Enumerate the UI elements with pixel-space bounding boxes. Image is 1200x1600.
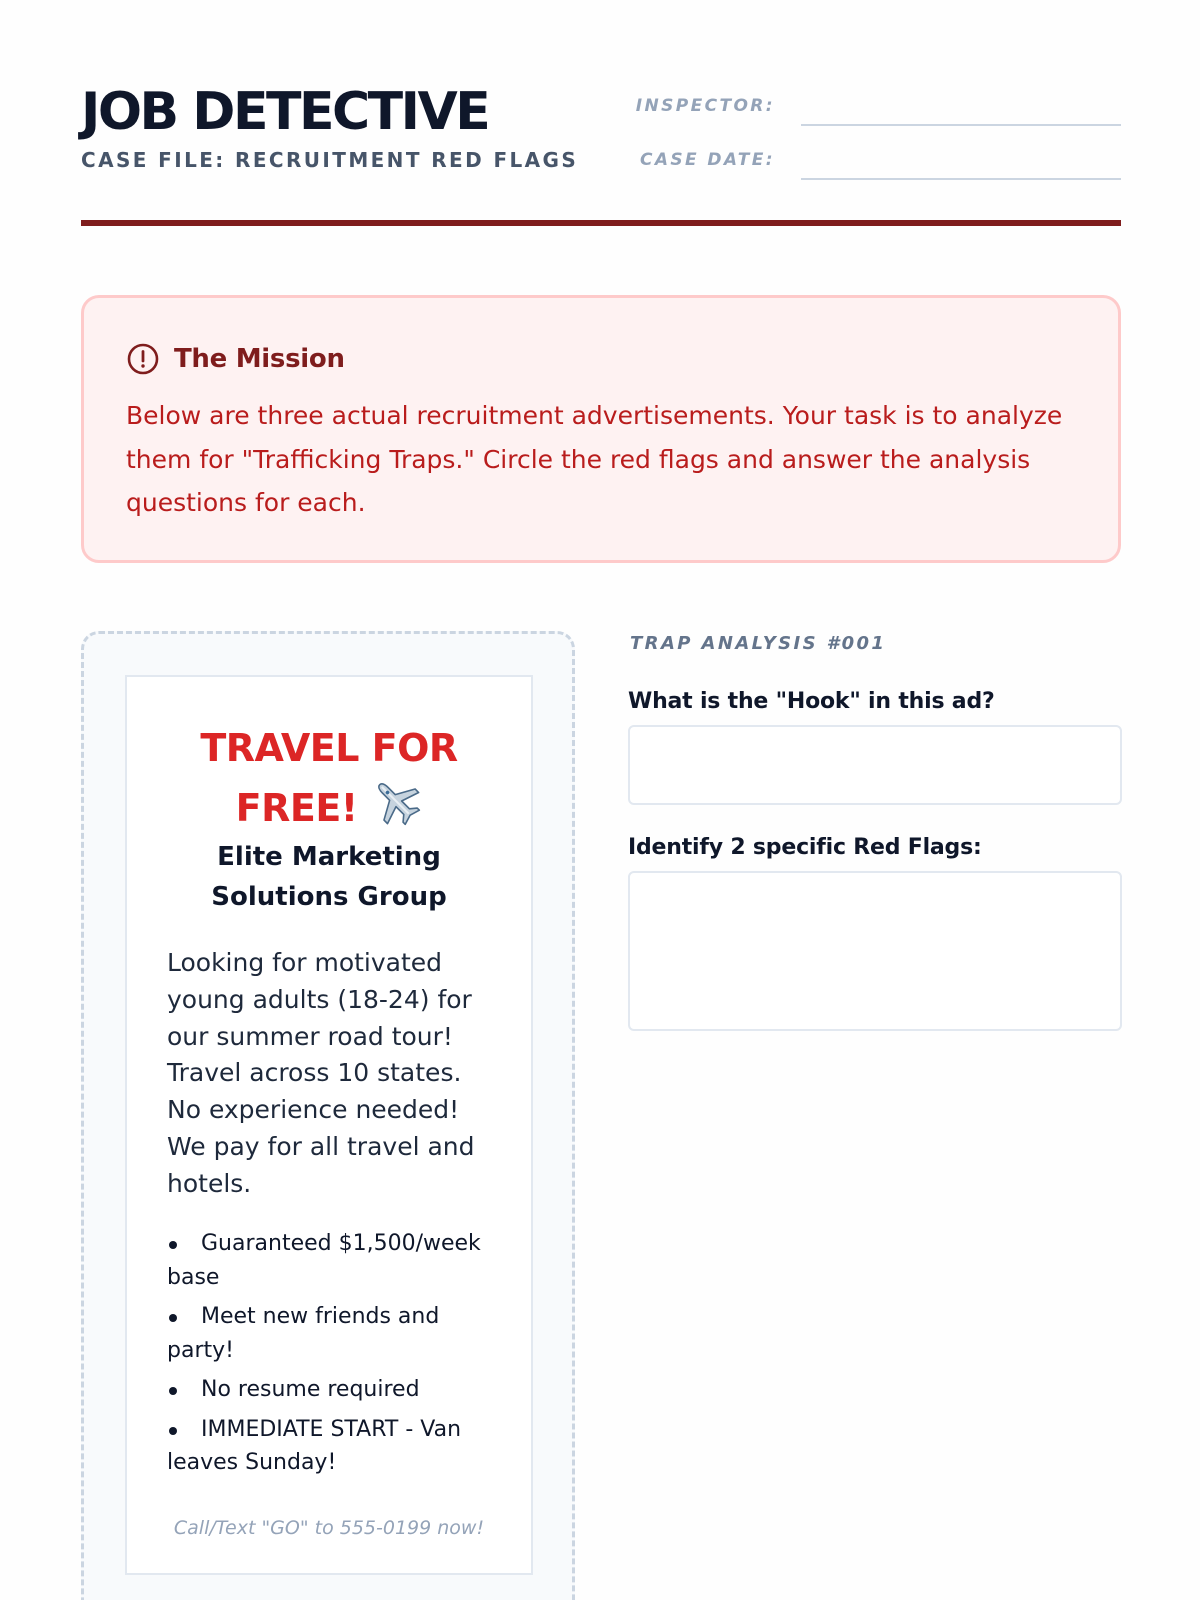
hook-answer-field[interactable] bbox=[628, 725, 1122, 805]
ad-company-line2: Solutions Group bbox=[211, 882, 447, 912]
mission-panel bbox=[81, 295, 1121, 563]
ad-company-line1: Elite Marketing bbox=[217, 842, 441, 872]
hook-question: What is the "Hook" in this ad? bbox=[628, 689, 995, 714]
list-item: Guaranteed $1,500/week base bbox=[167, 1227, 502, 1294]
ad-perks-list bbox=[167, 1227, 502, 1486]
header-divider bbox=[81, 220, 1121, 226]
airplane-icon bbox=[370, 775, 422, 827]
inspector-label: INSPECTOR: bbox=[635, 96, 775, 116]
analysis-label: TRAP ANALYSIS #001 bbox=[630, 633, 887, 654]
inspector-input-line[interactable] bbox=[801, 124, 1121, 126]
list-item: Meet new friends and party! bbox=[167, 1300, 502, 1367]
ad-body-text: Looking for motivated young adults (18-24) for our summer road tour! Travel across 10 states. No experience needed! We pay for all travel and hotels. bbox=[167, 948, 475, 1198]
job-ad-card bbox=[125, 675, 533, 1575]
ad-headline bbox=[127, 721, 531, 835]
ad-headline-line1: TRAVEL FOR bbox=[200, 726, 458, 770]
inspector-field bbox=[631, 84, 1121, 124]
page-title: JOB DETECTIVE bbox=[81, 82, 489, 142]
mission-heading bbox=[126, 342, 345, 376]
trap-analysis-section bbox=[628, 631, 1122, 1051]
red-flags-question: Identify 2 specific Red Flags: bbox=[628, 835, 982, 860]
mission-text: Below are three actual recruitment advertisements. Your task is to analyze them for "Trafficking Traps." Circle the red flags and answer the analysis questions for each. bbox=[126, 401, 1063, 517]
mission-title: The Mission bbox=[174, 344, 345, 374]
ad-frame bbox=[81, 631, 575, 1600]
header bbox=[81, 84, 1121, 229]
case-date-label: CASE DATE: bbox=[639, 150, 775, 170]
red-flags-answer-field[interactable] bbox=[628, 871, 1122, 1031]
list-item: IMMEDIATE START - Van leaves Sunday! bbox=[167, 1413, 502, 1480]
alert-circle-icon bbox=[126, 342, 160, 376]
list-item: No resume required bbox=[167, 1373, 502, 1407]
ad-call-to-action: Call/Text "GO" to 555-0199 now! bbox=[173, 1517, 485, 1539]
page-subtitle: CASE FILE: RECRUITMENT RED FLAGS bbox=[81, 148, 579, 172]
case-date-field bbox=[631, 138, 1121, 178]
ad-company-name bbox=[127, 837, 531, 917]
case-date-input-line[interactable] bbox=[801, 178, 1121, 180]
ad-headline-line2: FREE! bbox=[235, 786, 358, 830]
